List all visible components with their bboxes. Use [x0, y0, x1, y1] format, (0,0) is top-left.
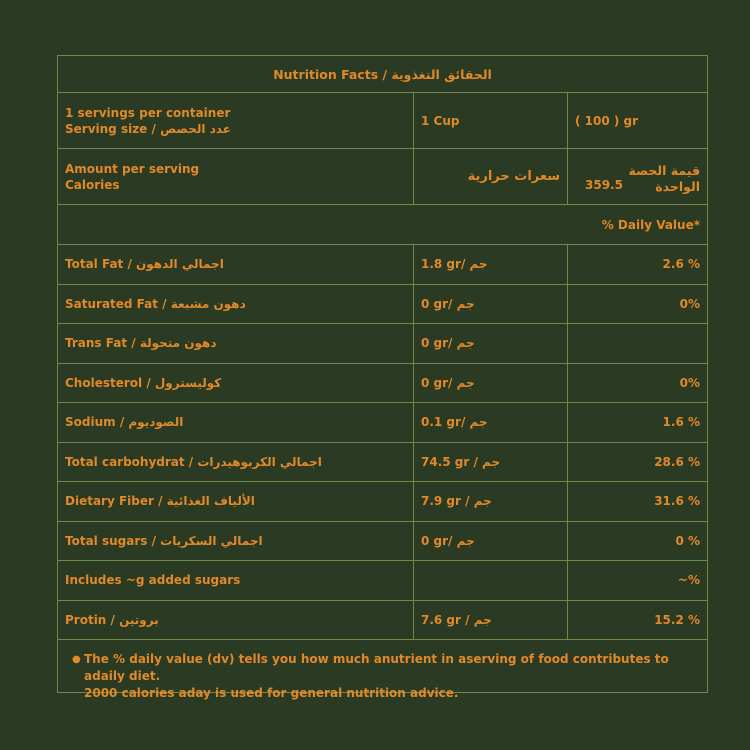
nutrient-daily-value: 1.6 %	[567, 403, 707, 442]
table-row	[58, 245, 707, 285]
table-row	[58, 522, 707, 562]
nutrient-name: Sodium / الصوديوم	[65, 415, 184, 430]
nutrient-daily-value: 15.2 %	[567, 601, 707, 640]
footnote-text-2: 2000 calories aday is used for general nutrition advice.	[84, 686, 459, 700]
nutrient-daily-value	[567, 324, 707, 363]
nutrient-name: Protin / بروتين	[65, 612, 159, 627]
nutrition-facts-panel	[57, 55, 708, 700]
nutrient-amount: 0 gr/ جم	[413, 364, 567, 403]
serving-unit: 1 Cup	[413, 93, 567, 148]
nutrient-daily-value: 2.6 %	[567, 245, 707, 284]
nutrient-amount: 7.6 gr / جم	[413, 601, 567, 640]
footnote	[58, 639, 707, 700]
calories-value: 359.5	[585, 178, 623, 192]
nutrient-daily-value: 0%	[567, 285, 707, 324]
nutrient-daily-value: 0 %	[567, 522, 707, 561]
nutrient-daily-value: ~%	[567, 561, 707, 600]
nutrient-name: Dietary Fiber / الألياف الغذائية	[65, 494, 255, 509]
nutrient-amount: 74.5 gr / جم	[413, 443, 567, 482]
nutrient-name: Saturated Fat / دهون مشبعة	[65, 296, 246, 311]
calories-arabic: سعرات حرارية	[413, 149, 567, 204]
nutrient-daily-value: 31.6 %	[567, 482, 707, 521]
servings-row	[58, 93, 707, 149]
table-row	[58, 443, 707, 483]
serving-value-label: قيمة الحصة الواحدة	[628, 163, 700, 194]
table-row	[58, 324, 707, 364]
nutrient-name: Trans Fat / دهون متحولة	[65, 336, 217, 351]
nutrient-amount: 0 gr/ جم	[413, 522, 567, 561]
servings-label	[58, 93, 413, 148]
nutrient-name: Total carbohydrat / اجمالي الكربوهيدرات	[65, 454, 322, 469]
amount-per-serving: Amount per serving	[65, 161, 200, 176]
calories-text: Calories	[65, 177, 120, 192]
nutrient-name: Includes ~g added sugars	[65, 573, 241, 588]
table-row	[58, 403, 707, 443]
calories-value-cell	[567, 149, 707, 204]
nutrient-daily-value: 28.6 %	[567, 443, 707, 482]
panel-title: الحقائق التغذوية / Nutrition Facts	[273, 66, 492, 82]
table-row	[58, 364, 707, 404]
title-row	[58, 56, 707, 93]
table-row	[58, 561, 707, 601]
table-row	[58, 601, 707, 641]
nutrient-daily-value: 0%	[567, 364, 707, 403]
serving-size-label: Serving size / عدد الحصص	[65, 121, 231, 136]
nutrient-amount: 1.8 gr/ جم	[413, 245, 567, 284]
table-row	[58, 482, 707, 522]
footnote-line	[72, 685, 693, 702]
servings-per-container: 1 servings per container	[65, 105, 231, 120]
nutrient-amount: 0 gr/ جم	[413, 324, 567, 363]
nutrient-amount: 0 gr/ جم	[413, 285, 567, 324]
nutrient-name: Cholesterol / كوليسترول	[65, 375, 222, 390]
nutrient-amount: 7.9 gr / جم	[413, 482, 567, 521]
bullet-icon: ●	[72, 654, 81, 665]
nutrient-name: Total sugars / اجمالي السكريات	[65, 533, 263, 548]
serving-weight: ( 100 ) gr	[567, 93, 707, 148]
nutrient-amount: 0.1 gr/ جم	[413, 403, 567, 442]
calories-label	[58, 149, 413, 204]
table-row	[58, 285, 707, 325]
footnote-text-1: The % daily value (dv) tells you how much anutrient in aserving of food contributes to adaily diet.	[84, 652, 669, 683]
nutrient-name: Total Fat / اجمالي الدهون	[65, 257, 224, 272]
daily-value-header: % Daily Value*	[601, 217, 700, 232]
calories-row	[58, 149, 707, 205]
footnote-line	[72, 651, 693, 685]
nutrient-amount	[413, 561, 567, 600]
daily-value-header-row	[58, 205, 707, 245]
